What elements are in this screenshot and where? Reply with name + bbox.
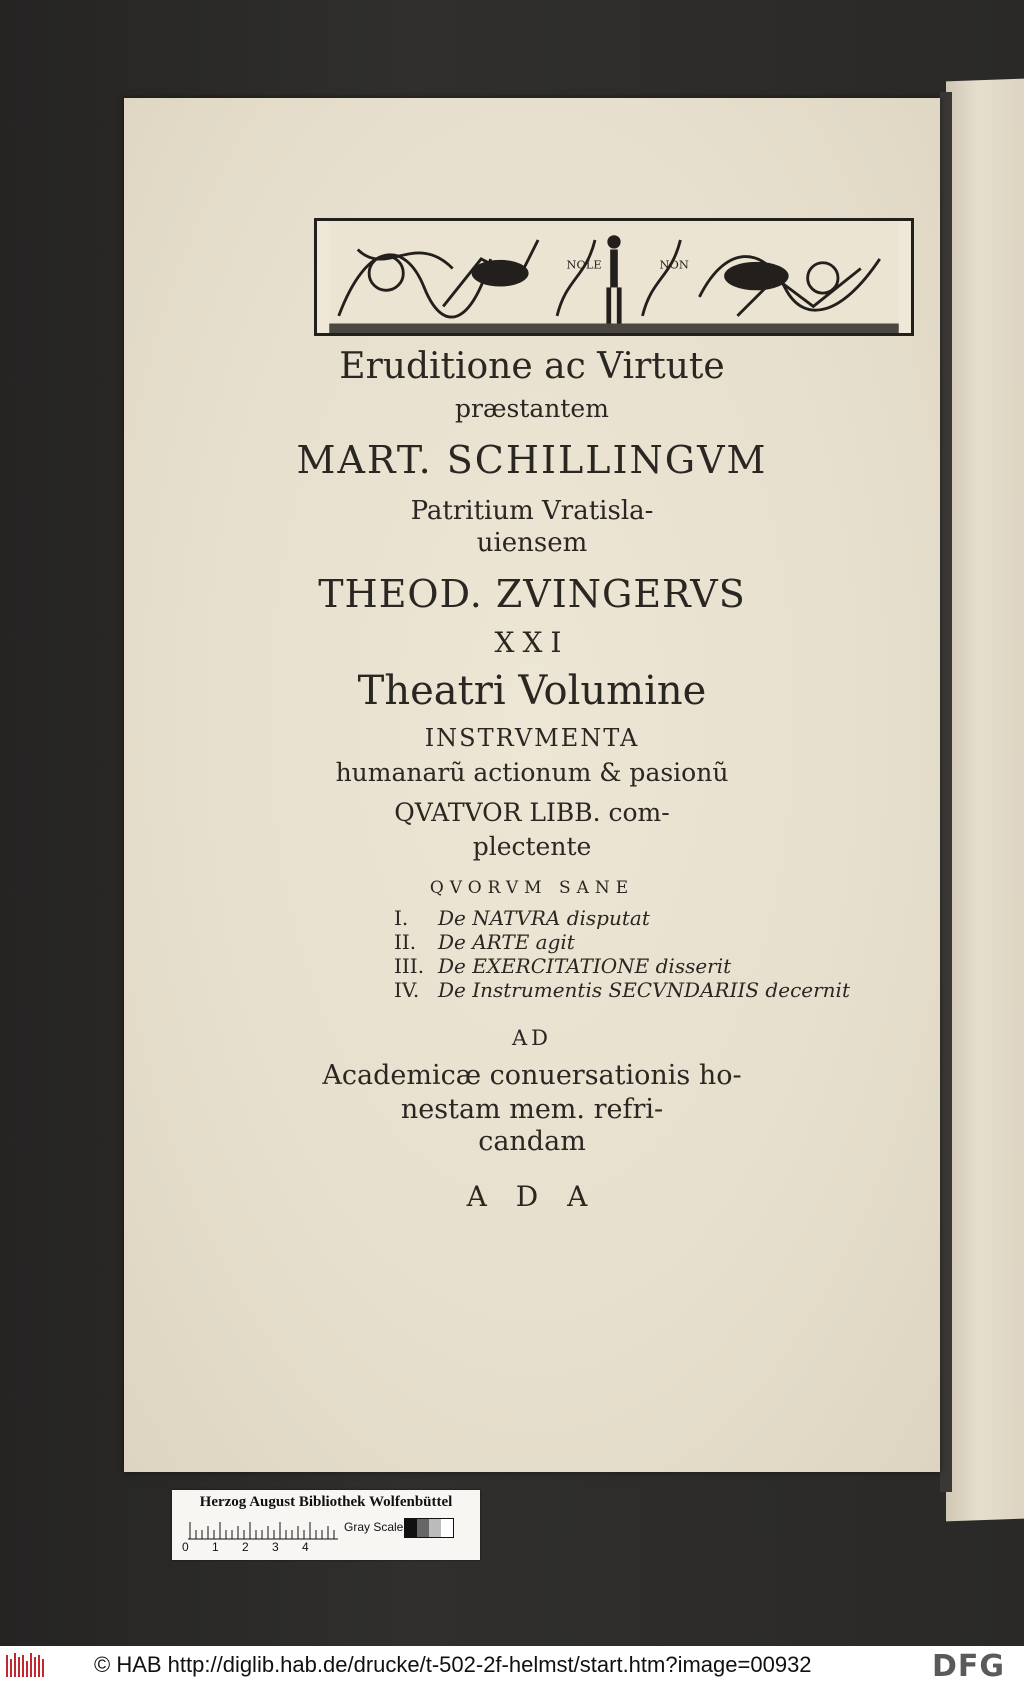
dedication-line-2: præstantem [455,394,609,423]
copyright-url[interactable]: © HAB http://diglib.hab.de/drucke/t-502-2f-helmst/start.htm?image=00932 [94,1652,812,1677]
gray-scale-swatch [404,1518,454,1538]
contents-number: II. [394,930,417,954]
contents-text: De ARTE agit [438,930,575,954]
ruler-numbers [182,1540,332,1554]
contents-text: De EXERCITATIONE disserit [438,954,732,978]
closing-ada: A D A [466,1180,598,1213]
author-name: THEOD. ZVINGERVS [318,572,746,616]
ad-line: AD [511,1026,552,1050]
library-label-card [172,1490,480,1560]
woodcut-banner [314,218,914,336]
ruler-number: 1 [212,1540,219,1554]
woodcut-ornament-icon [317,221,911,333]
ruler-icon [188,1518,338,1540]
subject-heading: INSTRVMENTA [424,724,640,752]
ruler-number: 2 [242,1540,249,1554]
title-page [124,98,940,1472]
closing-line-1: Academicæ conuersationis ho- [322,1060,742,1091]
closing-line-2: nestam mem. refri- [400,1094,664,1125]
dedicatee-title-2: uiensem [476,528,588,558]
scroll-text-right: NON [659,257,689,272]
subject-line-2: QVATVOR LIBB. com- [394,798,670,827]
contents-number: IV. [394,978,420,1002]
ruler-number: 3 [272,1540,279,1554]
contents-item [394,978,850,1002]
dedicatee-name: MART. SCHILLINGVM [296,438,768,482]
dedication-line-1: Eruditione ac Virtute [339,346,725,387]
ruler-number: 4 [302,1540,309,1554]
hab-barcode-logo-icon [6,1653,46,1679]
scroll-text-left: NOLE [566,257,602,272]
dfg-logo: DFG [932,1649,1006,1684]
facing-page-edge [946,79,1024,1522]
dedicatee-title-1: Patritium Vratisla- [410,496,654,526]
footer-bar [0,1646,1024,1686]
contents-text: De Instrumentis SECVNDARIIS decernit [438,978,850,1002]
contents-number: III. [394,954,425,978]
library-name: Herzog August Bibliothek Wolfenbüttel [199,1494,453,1510]
contents-number: I. [394,906,409,930]
volume-number: XXI [494,626,570,659]
work-title: Theatri Volumine [357,668,707,714]
contents-item [394,930,575,954]
book-gutter [940,92,952,1492]
contents-item [394,906,650,930]
subject-line-3: plectente [472,832,592,861]
gray-scale-label: Gray Scale [344,1520,404,1534]
closing-line-3: candam [478,1126,586,1157]
subject-line-1: humanarũ actionum & pasionũ [335,758,729,787]
contents-heading: QVORVM SANE [429,878,635,898]
ruler-number: 0 [182,1540,189,1554]
contents-text: De NATVRA disputat [438,906,650,930]
contents-item [394,954,731,978]
